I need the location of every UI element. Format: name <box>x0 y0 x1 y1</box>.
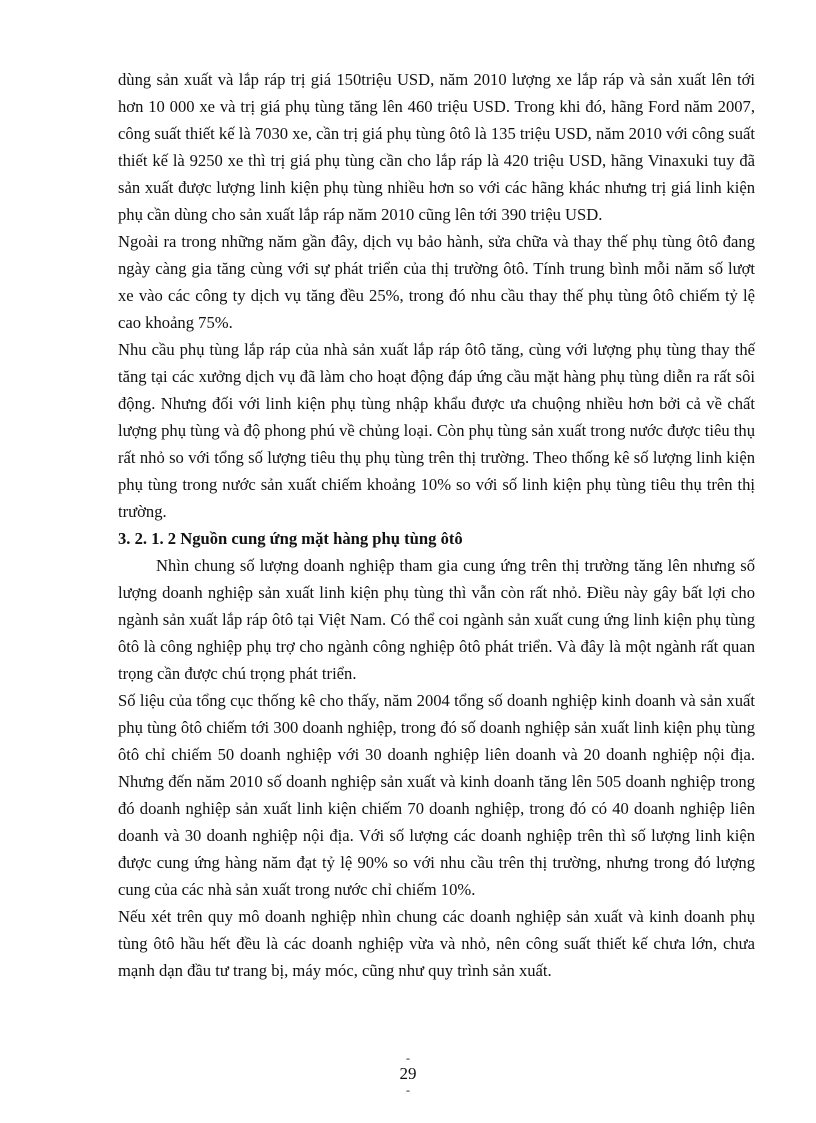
paragraph: Nếu xét trên quy mô doanh nghiệp nhìn chung các doanh nghiệp sản xuất và kinh doanh phụ tùng ôtô hầu hết đều là các doanh nghiệp vừa và nhỏ, nên công suất thiết kế chưa lớn, chưa mạnh dạn đầu tư trang bị, máy móc, cũng như quy trình sản xuất. <box>118 907 755 980</box>
footer-dash-top: - <box>406 1051 410 1065</box>
document-body <box>118 66 755 984</box>
paragraph: Nhìn chung số lượng doanh nghiệp tham gia cung ứng trên thị trường tăng lên nhưng số lượng doanh nghiệp sản xuất linh kiện phụ tùng thì vẫn còn rất nhỏ. Điều này gây bất lợi cho ngành sản xuất lắp ráp ôtô tại Việt Nam. Có thể coi ngành sản xuất cung ứng linh kiện phụ tùng ôtô là công nghiệp phụ trợ cho ngành công nghiệp ôtô phát triển. Và đây là một ngành rất quan trọng cần được chú trọng phát triển. <box>118 556 755 683</box>
paragraph: Số liệu của tổng cục thống kê cho thấy, năm 2004 tổng số doanh nghiệp kinh doanh và sản xuất phụ tùng ôtô chiếm tới 300 doanh nghiệp, trong đó số doanh nghiệp sản xuất linh kiện phụ tùng ôtô chỉ chiếm 50 doanh nghiệp với 30 doanh nghiệp liên doanh và 20 doanh nghiệp nội địa. Nhưng đến năm 2010 số doanh nghiệp sản xuất và kinh doanh tăng lên 505 doanh nghiệp trong đó doanh nghiệp sản xuất linh kiện chiếm 70 doanh nghiệp, trong đó có 40 doanh nghiệp liên doanh và 30 doanh nghiệp nội địa. Với số lượng các doanh nghiệp trên thì số lượng linh kiện được cung ứng hàng năm đạt tỷ lệ 90% so với nhu cầu trên thị trường, nhưng trong đó lượng cung của các nhà sản xuất trong nước chỉ chiếm 10%. <box>118 691 755 899</box>
page-footer <box>0 1052 816 1096</box>
page-number: 29 <box>399 1064 417 1083</box>
paragraph: Ngoài ra trong những năm gần đây, dịch vụ bảo hành, sửa chữa và thay thế phụ tùng ôtô đang ngày càng gia tăng cùng với sự phát triển của thị trường ôtô. Tính trung bình mỗi năm số lượt xe vào các công ty dịch vụ tăng đều 25%, trong đó nhu cầu thay thế phụ tùng ôtô chiếm tỷ lệ cao khoảng 75%. <box>118 232 755 332</box>
section-heading: 3. 2. 1. 2 Nguồn cung ứng mặt hàng phụ tùng ôtô <box>118 529 463 548</box>
footer-dash-bottom: - <box>406 1083 410 1097</box>
paragraph: Nhu cầu phụ tùng lắp ráp của nhà sản xuất lắp ráp ôtô tăng, cùng với lượng phụ tùng thay thế tăng tại các xưởng dịch vụ đã làm cho hoạt động đáp ứng cầu mặt hàng phụ tùng diễn ra rất sôi động. Nhưng đối với linh kiện phụ tùng nhập khẩu được ưa chuộng nhiều hơn bởi cả về chất lượng phụ tùng và độ phong phú về chủng loại. Còn phụ tùng sản xuất trong nước được tiêu thụ rất nhỏ so với tổng số lượng tiêu thụ phụ tùng trên thị trường. Theo thống kê số lượng linh kiện phụ tùng trong nước sản xuất chiếm khoảng 10% so với số linh kiện phụ tùng tiêu thụ trên thị trường. <box>118 340 755 521</box>
paragraph: dùng sản xuất và lắp ráp trị giá 150triệu USD, năm 2010 lượng xe lắp ráp và sản xuất lên tới hơn 10 000 xe và trị giá phụ tùng tăng lên 460 triệu USD. Trong khi đó, hãng Ford năm 2007, công suất thiết kế là 7030 xe, cần trị giá phụ tùng ôtô là 135 triệu USD, năm 2010 với công suất thiết kế là 9250 xe thì trị giá phụ tùng cần cho lắp ráp là 420 triệu USD, hãng Vinaxuki tuy đã sản xuất được lượng linh kiện phụ tùng nhiều hơn so với các hãng khác nhưng trị giá linh kiện phụ cần dùng cho sản xuất lắp ráp năm 2010 cũng lên tới 390 triệu USD. <box>118 70 755 224</box>
